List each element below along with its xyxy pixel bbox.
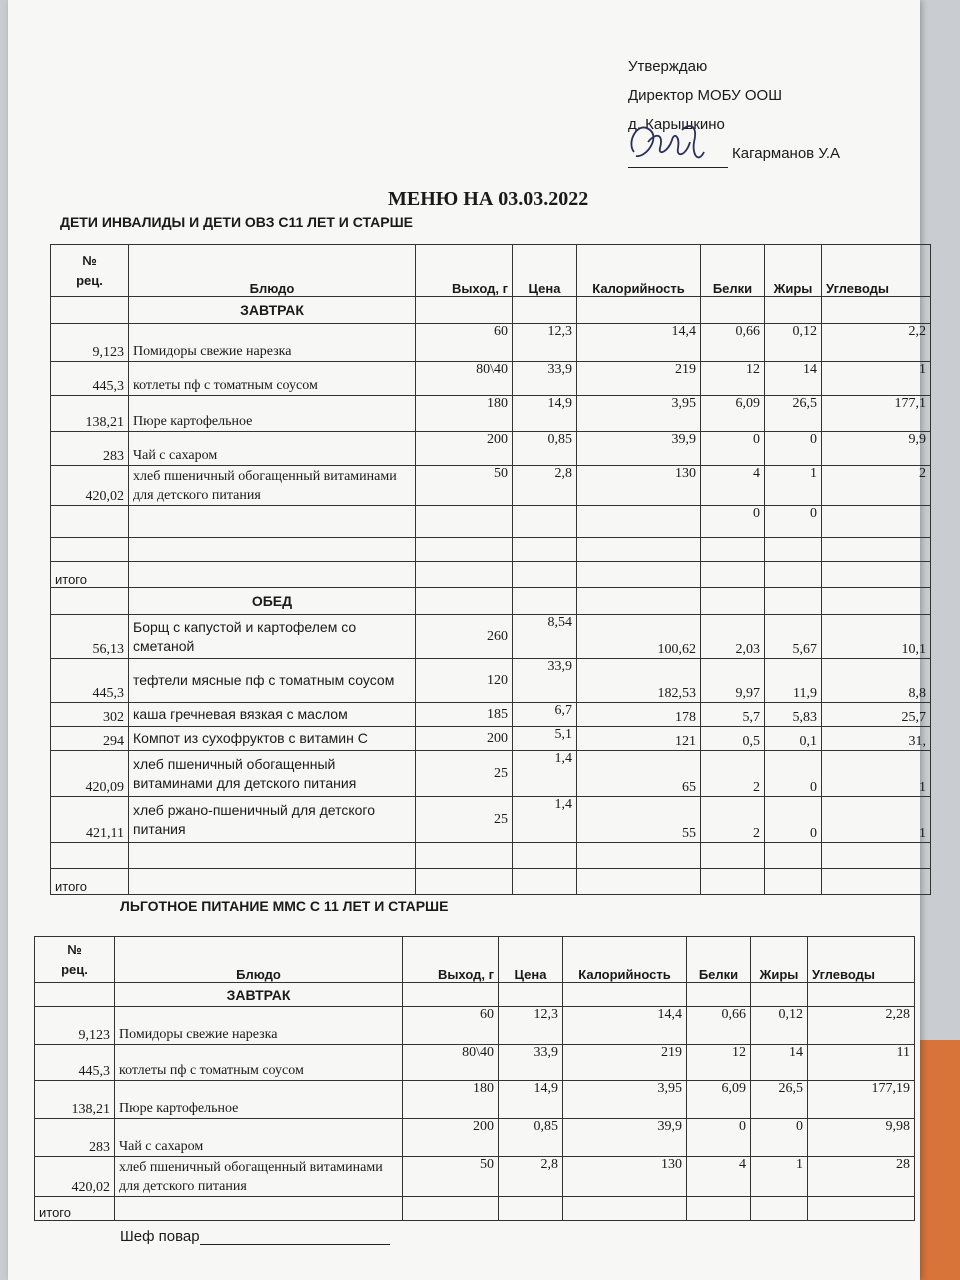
cell-carbs: 25,7 bbox=[822, 703, 931, 727]
empty-cell bbox=[765, 843, 822, 869]
empty-cell bbox=[115, 1197, 403, 1221]
cell-dish: Помидоры свежие нарезка bbox=[129, 324, 416, 362]
cell-output: 185 bbox=[416, 703, 513, 727]
col-header-num bbox=[51, 245, 129, 297]
cell-dish: Пюре картофельное bbox=[129, 396, 416, 432]
empty-cell bbox=[403, 1197, 499, 1221]
cell-price: 0,85 bbox=[499, 1119, 563, 1157]
table-row bbox=[51, 727, 931, 751]
cell-carbs: 11 bbox=[808, 1045, 915, 1081]
empty-cell bbox=[687, 1197, 751, 1221]
empty-cell bbox=[416, 538, 513, 562]
empty-cell bbox=[51, 297, 129, 324]
empty-cell bbox=[701, 843, 765, 869]
cell-price: 8,54 bbox=[513, 615, 577, 659]
cell-calories: 219 bbox=[563, 1045, 687, 1081]
cell-fats: 0,12 bbox=[751, 1007, 808, 1045]
empty-cell bbox=[577, 562, 701, 588]
empty-cell bbox=[129, 506, 416, 538]
cell-output: 60 bbox=[403, 1007, 499, 1045]
cell-output: 200 bbox=[416, 432, 513, 466]
empty-cell bbox=[129, 538, 416, 562]
cell-proteins: 4 bbox=[701, 466, 765, 506]
col-header-price: Цена bbox=[499, 937, 563, 983]
cell-dish: Компот из сухофруктов с витамин С bbox=[129, 727, 416, 751]
cell-price: 1,4 bbox=[513, 751, 577, 797]
empty-cell bbox=[51, 843, 129, 869]
cell-fats: 0 bbox=[765, 432, 822, 466]
empty-cell bbox=[577, 297, 701, 324]
cell-calories: 39,9 bbox=[577, 432, 701, 466]
cell-dish: Борщ с капустой и картофелем со сметаной bbox=[129, 615, 416, 659]
empty-row bbox=[51, 538, 931, 562]
empty-cell bbox=[822, 869, 931, 895]
cell-output: 180 bbox=[416, 396, 513, 432]
cell-fats: 11,9 bbox=[765, 659, 822, 703]
cell-proteins: 5,7 bbox=[701, 703, 765, 727]
cell-carbs: 177,1 bbox=[822, 396, 931, 432]
cell-fats: 26,5 bbox=[765, 396, 822, 432]
cell-price: 12,3 bbox=[513, 324, 577, 362]
chef-signature-line bbox=[200, 1230, 390, 1245]
cell-price: 6,7 bbox=[513, 703, 577, 727]
cell-fats: 0 bbox=[765, 751, 822, 797]
empty-cell bbox=[51, 538, 129, 562]
cell-proteins: 12 bbox=[687, 1045, 751, 1081]
cell-dish: тефтели мясные пф с томатным соусом bbox=[129, 659, 416, 703]
page-title: МЕНЮ НА 03.03.2022 bbox=[388, 188, 589, 210]
empty-cell bbox=[513, 506, 577, 538]
cell-proteins: 2 bbox=[701, 751, 765, 797]
col-header-num-sign: № bbox=[67, 941, 82, 957]
cell-fats: 26,5 bbox=[751, 1081, 808, 1119]
empty-cell bbox=[765, 562, 822, 588]
cell-dish: хлеб пшеничный обогащенный витаминами для детского питания bbox=[115, 1157, 403, 1197]
empty-cell bbox=[563, 983, 687, 1007]
cell-recipe-num: 420,02 bbox=[35, 1157, 115, 1197]
cell-price: 14,9 bbox=[499, 1081, 563, 1119]
cell-output: 60 bbox=[416, 324, 513, 362]
empty-cell bbox=[129, 869, 416, 895]
section-row-breakfast bbox=[51, 297, 931, 324]
col-header-output: Выход, г bbox=[416, 245, 513, 297]
cell-output: 80\40 bbox=[416, 362, 513, 396]
empty-cell bbox=[701, 538, 765, 562]
cell-output: 200 bbox=[403, 1119, 499, 1157]
cell-price: 14,9 bbox=[513, 396, 577, 432]
section-label: ЗАВТРАК bbox=[115, 983, 403, 1007]
cell-recipe-num: 445,3 bbox=[51, 362, 129, 396]
cell-price: 33,9 bbox=[513, 659, 577, 703]
empty-cell bbox=[701, 869, 765, 895]
table-row bbox=[35, 1007, 915, 1045]
cell-proteins: 0,66 bbox=[701, 324, 765, 362]
col-header-dish: Блюдо bbox=[129, 245, 416, 297]
cell-output: 120 bbox=[416, 659, 513, 703]
empty-cell bbox=[808, 983, 915, 1007]
cell-fats: 1 bbox=[765, 466, 822, 506]
empty-cell bbox=[416, 506, 513, 538]
cell-price: 12,3 bbox=[499, 1007, 563, 1045]
cell-fats: 0 bbox=[751, 1119, 808, 1157]
table-row bbox=[51, 659, 931, 703]
col-header-carbs: Углеводы bbox=[808, 937, 915, 983]
section-row-lunch bbox=[51, 588, 931, 615]
empty-cell bbox=[51, 506, 129, 538]
cell-calories: 130 bbox=[577, 466, 701, 506]
empty-cell bbox=[129, 562, 416, 588]
cell-fats: 5,83 bbox=[765, 703, 822, 727]
cell-carbs: 10,1 bbox=[822, 615, 931, 659]
cell-fats: 0,12 bbox=[765, 324, 822, 362]
cell-proteins: 0 bbox=[687, 1119, 751, 1157]
empty-cell bbox=[403, 983, 499, 1007]
menu-table-preferential bbox=[34, 936, 915, 1221]
cell-calories: 14,4 bbox=[563, 1007, 687, 1045]
cell-calories: 14,4 bbox=[577, 324, 701, 362]
cell-carbs: 2 bbox=[822, 466, 931, 506]
cell-dish: котлеты пф с томатным соусом bbox=[129, 362, 416, 396]
cell-output: 25 bbox=[416, 797, 513, 843]
empty-cell bbox=[499, 1197, 563, 1221]
cell-price: 2,8 bbox=[513, 466, 577, 506]
empty-cell bbox=[687, 983, 751, 1007]
empty-cell bbox=[577, 843, 701, 869]
cell-calories: 39,9 bbox=[563, 1119, 687, 1157]
table-header bbox=[35, 937, 915, 983]
cell-price: 5,1 bbox=[513, 727, 577, 751]
cell-recipe-num: 56,13 bbox=[51, 615, 129, 659]
cell-carbs: 9,9 bbox=[822, 432, 931, 466]
total-row-lunch bbox=[51, 869, 931, 895]
total-row-breakfast bbox=[51, 562, 931, 588]
table-header bbox=[51, 245, 931, 297]
cell-dish: хлеб ржано-пшеничный для детского питания bbox=[129, 797, 416, 843]
col-header-proteins: Белки bbox=[701, 245, 765, 297]
empty-cell bbox=[822, 588, 931, 615]
chef-signature-block bbox=[120, 1228, 390, 1245]
cell-dish: каша гречневая вязкая с маслом bbox=[129, 703, 416, 727]
cell-price: 33,9 bbox=[499, 1045, 563, 1081]
total-row bbox=[35, 1197, 915, 1221]
cell-output: 200 bbox=[416, 727, 513, 751]
cell-output: 180 bbox=[403, 1081, 499, 1119]
director-name: Кагарманов У.А bbox=[732, 145, 841, 162]
cell-price: 1,4 bbox=[513, 797, 577, 843]
empty-cell bbox=[765, 869, 822, 895]
section-label: ОБЕД bbox=[129, 588, 416, 615]
table-row bbox=[51, 615, 931, 659]
cell-proteins: 6,09 bbox=[701, 396, 765, 432]
cell-dish: Пюре картофельное bbox=[115, 1081, 403, 1119]
approval-line-director: Директор МОБУ ООШ bbox=[628, 87, 782, 104]
total-label: итого bbox=[51, 869, 129, 895]
cell-recipe-num: 420,09 bbox=[51, 751, 129, 797]
cell-dish: Чай с сахаром bbox=[115, 1119, 403, 1157]
table-row bbox=[35, 1119, 915, 1157]
cell-fats: 0,1 bbox=[765, 727, 822, 751]
cell-recipe-num: 138,21 bbox=[35, 1081, 115, 1119]
col-header-fats: Жиры bbox=[765, 245, 822, 297]
cell-carbs: 1 bbox=[822, 362, 931, 396]
cell-recipe-num: 283 bbox=[51, 432, 129, 466]
cell-recipe-num: 302 bbox=[51, 703, 129, 727]
empty-cell bbox=[513, 297, 577, 324]
table-row bbox=[35, 1081, 915, 1119]
empty-cell bbox=[765, 538, 822, 562]
table-row bbox=[51, 703, 931, 727]
empty-cell bbox=[765, 297, 822, 324]
total-label: итого bbox=[35, 1197, 115, 1221]
cell-fats: 5,67 bbox=[765, 615, 822, 659]
empty-cell bbox=[701, 562, 765, 588]
col-header-num-label: рец. bbox=[61, 961, 88, 977]
col-header-calories: Калорийность bbox=[563, 937, 687, 983]
col-header-num bbox=[35, 937, 115, 983]
cell-calories: 178 bbox=[577, 703, 701, 727]
cell-dish: котлеты пф с томатным соусом bbox=[115, 1045, 403, 1081]
cell-output: 50 bbox=[416, 466, 513, 506]
cell-fats: 0 bbox=[765, 506, 822, 538]
cell-recipe-num: 420,02 bbox=[51, 466, 129, 506]
empty-cell bbox=[416, 297, 513, 324]
empty-cell bbox=[513, 538, 577, 562]
table-row bbox=[51, 362, 931, 396]
breakfast-rows bbox=[35, 1007, 915, 1197]
empty-cell bbox=[513, 588, 577, 615]
cell-recipe-num: 421,11 bbox=[51, 797, 129, 843]
approval-line-school: д. Карышкино bbox=[628, 116, 725, 133]
cell-recipe-num: 138,21 bbox=[51, 396, 129, 432]
table-row bbox=[51, 797, 931, 843]
menu-document bbox=[8, 0, 926, 1280]
table-row bbox=[51, 324, 931, 362]
empty-cell bbox=[751, 983, 808, 1007]
empty-cell bbox=[751, 1197, 808, 1221]
cell-price: 2,8 bbox=[499, 1157, 563, 1197]
cell-recipe-num: 445,3 bbox=[35, 1045, 115, 1081]
empty-cell bbox=[513, 869, 577, 895]
cell-output: 260 bbox=[416, 615, 513, 659]
cell-dish: хлеб пшеничный обогащенный витаминами для детского питания bbox=[129, 466, 416, 506]
col-header-calories: Калорийность bbox=[577, 245, 701, 297]
empty-cell bbox=[808, 1197, 915, 1221]
empty-cell bbox=[822, 538, 931, 562]
cell-proteins: 2,03 bbox=[701, 615, 765, 659]
empty-row bbox=[51, 506, 931, 538]
cell-carbs: 177,19 bbox=[808, 1081, 915, 1119]
cell-calories: 100,62 bbox=[577, 615, 701, 659]
empty-cell bbox=[822, 562, 931, 588]
empty-cell bbox=[499, 983, 563, 1007]
col-header-proteins: Белки bbox=[687, 937, 751, 983]
empty-cell bbox=[129, 843, 416, 869]
empty-cell bbox=[35, 983, 115, 1007]
cell-proteins: 2 bbox=[701, 797, 765, 843]
cell-carbs: 8,8 bbox=[822, 659, 931, 703]
cell-recipe-num: 294 bbox=[51, 727, 129, 751]
cell-recipe-num: 9,123 bbox=[35, 1007, 115, 1045]
menu-table-disabled-children bbox=[50, 244, 931, 895]
empty-cell bbox=[416, 869, 513, 895]
col-header-output: Выход, г bbox=[403, 937, 499, 983]
empty-cell bbox=[416, 843, 513, 869]
cell-recipe-num: 283 bbox=[35, 1119, 115, 1157]
total-label: итого bbox=[51, 562, 129, 588]
cell-calories: 121 bbox=[577, 727, 701, 751]
cell-output: 25 bbox=[416, 751, 513, 797]
cell-carbs: 2,2 bbox=[822, 324, 931, 362]
cell-proteins: 6,09 bbox=[687, 1081, 751, 1119]
director-signature bbox=[620, 112, 710, 172]
cell-carbs: 1 bbox=[822, 797, 931, 843]
col-header-num-label: рец. bbox=[76, 272, 103, 288]
col-header-fats: Жиры bbox=[751, 937, 808, 983]
cell-recipe-num: 9,123 bbox=[51, 324, 129, 362]
section-label: ЗАВТРАК bbox=[129, 297, 416, 324]
cell-proteins: 0,66 bbox=[687, 1007, 751, 1045]
empty-cell bbox=[577, 506, 701, 538]
empty-cell bbox=[701, 297, 765, 324]
col-header-price: Цена bbox=[513, 245, 577, 297]
cell-proteins: 12 bbox=[701, 362, 765, 396]
empty-cell bbox=[416, 588, 513, 615]
table-row bbox=[51, 432, 931, 466]
cell-calories: 219 bbox=[577, 362, 701, 396]
chef-label: Шеф повар bbox=[120, 1228, 200, 1245]
cell-carbs: 2,28 bbox=[808, 1007, 915, 1045]
cell-carbs: 9,98 bbox=[808, 1119, 915, 1157]
col-header-carbs: Углеводы bbox=[822, 245, 931, 297]
cell-calories: 3,95 bbox=[563, 1081, 687, 1119]
cell-carbs: 28 bbox=[808, 1157, 915, 1197]
approval-line-approve: Утверждаю bbox=[628, 58, 708, 75]
section-title-disabled-children: ДЕТИ ИНВАЛИДЫ И ДЕТИ ОВЗ С11 ЛЕТ И СТАРШЕ bbox=[60, 214, 414, 230]
cell-carbs: 1 bbox=[822, 751, 931, 797]
empty-cell bbox=[416, 562, 513, 588]
lunch-rows bbox=[51, 615, 931, 843]
cell-output: 50 bbox=[403, 1157, 499, 1197]
cell-fats: 1 bbox=[751, 1157, 808, 1197]
col-header-dish: Блюдо bbox=[115, 937, 403, 983]
cell-proteins: 0 bbox=[701, 432, 765, 466]
cell-calories: 3,95 bbox=[577, 396, 701, 432]
cell-calories: 65 bbox=[577, 751, 701, 797]
table-row bbox=[51, 466, 931, 506]
cell-proteins: 0,5 bbox=[701, 727, 765, 751]
cell-dish: Чай с сахаром bbox=[129, 432, 416, 466]
breakfast-rows bbox=[51, 324, 931, 506]
section-title-preferential: ЛЬГОТНОЕ ПИТАНИЕ ММС С 11 ЛЕТ И СТАРШЕ bbox=[120, 898, 449, 914]
cell-price: 0,85 bbox=[513, 432, 577, 466]
empty-cell bbox=[822, 506, 931, 538]
cell-dish: Помидоры свежие нарезка bbox=[115, 1007, 403, 1045]
cell-proteins: 9,97 bbox=[701, 659, 765, 703]
cell-fats: 14 bbox=[751, 1045, 808, 1081]
cell-proteins: 4 bbox=[687, 1157, 751, 1197]
table-row bbox=[35, 1157, 915, 1197]
cell-price: 33,9 bbox=[513, 362, 577, 396]
cell-proteins: 0 bbox=[701, 506, 765, 538]
table-row bbox=[51, 751, 931, 797]
cell-dish: хлеб пшеничный обогащенный витаминами для детского питания bbox=[129, 751, 416, 797]
empty-cell bbox=[563, 1197, 687, 1221]
cell-calories: 55 bbox=[577, 797, 701, 843]
empty-cell bbox=[701, 588, 765, 615]
empty-cell bbox=[822, 297, 931, 324]
col-header-num-sign: № bbox=[82, 252, 97, 268]
empty-cell bbox=[577, 538, 701, 562]
cell-fats: 0 bbox=[765, 797, 822, 843]
empty-cell bbox=[577, 588, 701, 615]
empty-cell bbox=[765, 588, 822, 615]
table-row bbox=[35, 1045, 915, 1081]
empty-cell bbox=[577, 869, 701, 895]
table-row bbox=[51, 396, 931, 432]
empty-cell bbox=[822, 843, 931, 869]
cell-recipe-num: 445,3 bbox=[51, 659, 129, 703]
cell-output: 80\40 bbox=[403, 1045, 499, 1081]
empty-cell bbox=[51, 588, 129, 615]
cell-calories: 182,53 bbox=[577, 659, 701, 703]
cell-carbs: 31, bbox=[822, 727, 931, 751]
cell-calories: 130 bbox=[563, 1157, 687, 1197]
cell-fats: 14 bbox=[765, 362, 822, 396]
empty-cell bbox=[513, 562, 577, 588]
section-row-breakfast bbox=[35, 983, 915, 1007]
empty-cell bbox=[513, 843, 577, 869]
empty-row bbox=[51, 843, 931, 869]
